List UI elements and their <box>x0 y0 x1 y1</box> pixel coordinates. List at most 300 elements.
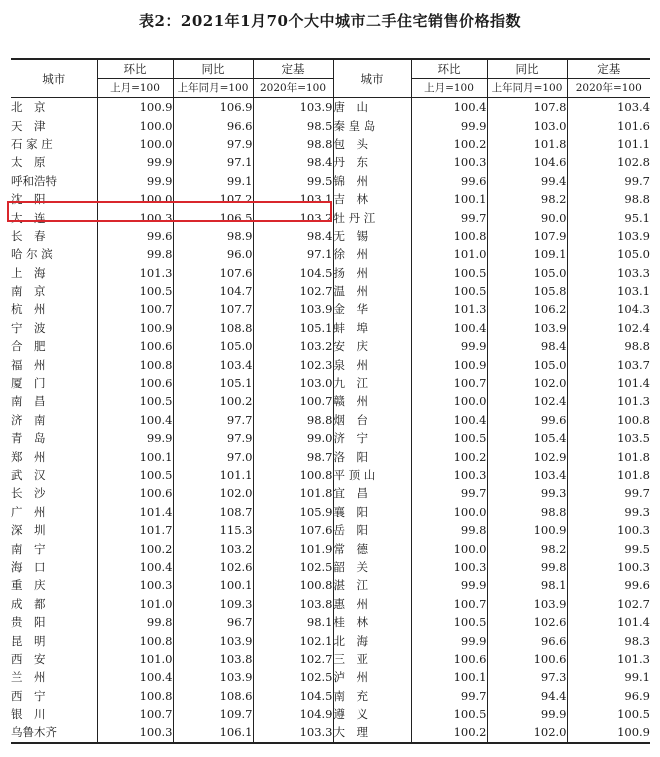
right-city-cell: 洛 阳 <box>333 447 411 465</box>
left-mom-cell: 99.6 <box>97 227 173 245</box>
right-city-cell: 韶 关 <box>333 558 411 576</box>
left-city-cell: 长 沙 <box>11 486 46 501</box>
right-base-cell: 101.3 <box>567 392 650 410</box>
right-city-cell: 吉 林 <box>333 190 411 208</box>
left-yoy-cell: 98.9 <box>173 227 253 245</box>
right-base-cell: 103.1 <box>567 282 650 300</box>
right-base-cell: 100.3 <box>567 521 650 539</box>
left-city-cell: 贵 阳 <box>11 615 46 630</box>
left-base-cell: 103.9 <box>253 98 333 117</box>
left-city-cell: 青 岛 <box>11 431 46 446</box>
right-yoy-cell: 102.0 <box>487 374 567 392</box>
left-yoy-cell: 109.3 <box>173 595 253 613</box>
table-row <box>11 631 650 649</box>
left-mom-cell: 100.8 <box>97 687 173 705</box>
table-row <box>11 300 650 318</box>
left-mom-cell: 101.3 <box>97 264 173 282</box>
left-yoy-cell: 99.1 <box>173 172 253 190</box>
left-yoy-cell: 104.7 <box>173 282 253 300</box>
left-city-cell: 兰 州 <box>11 670 46 685</box>
left-city-cell: 沈 阳 <box>11 192 46 207</box>
left-yoy-cell: 96.0 <box>173 245 253 263</box>
left-mom-cell: 99.9 <box>97 429 173 447</box>
right-mom-cell: 100.5 <box>411 705 487 723</box>
right-yoy-cell: 101.8 <box>487 135 567 153</box>
left-yoy-cell: 100.2 <box>173 392 253 410</box>
left-base-cell: 105.9 <box>253 503 333 521</box>
right-mom-cell: 101.3 <box>411 300 487 318</box>
right-yoy-cell: 99.4 <box>487 172 567 190</box>
table-row <box>11 521 650 539</box>
right-mom-cell: 100.3 <box>411 558 487 576</box>
right-base-cell: 103.7 <box>567 355 650 373</box>
left-yoy-cell: 106.5 <box>173 208 253 226</box>
right-yoy-cell: 107.8 <box>487 98 567 117</box>
left-base-cell: 98.8 <box>253 411 333 429</box>
right-base-cell: 101.8 <box>567 447 650 465</box>
left-yoy-cell: 103.2 <box>173 539 253 557</box>
left-mom-cell: 100.4 <box>97 668 173 686</box>
left-mom-cell: 100.8 <box>97 631 173 649</box>
right-base-cell: 95.1 <box>567 208 650 226</box>
right-base-cell: 103.4 <box>567 98 650 117</box>
left-base-cell: 102.1 <box>253 631 333 649</box>
left-base-cell: 98.4 <box>253 227 333 245</box>
right-city-cell: 遵 义 <box>333 705 411 723</box>
left-mom-cell: 99.8 <box>97 613 173 631</box>
col-header-yoy-right: 同比 <box>487 59 567 79</box>
right-city-cell: 三 亚 <box>333 650 411 668</box>
right-yoy-cell: 98.2 <box>487 539 567 557</box>
left-city-cell: 南 宁 <box>11 541 46 556</box>
right-yoy-cell: 99.8 <box>487 558 567 576</box>
left-city-cell: 天 津 <box>11 118 46 133</box>
city-header-right: 城市 <box>333 59 411 98</box>
unit-mom-left: 上月=100 <box>97 79 173 98</box>
right-mom-cell: 100.6 <box>411 650 487 668</box>
right-mom-cell: 100.0 <box>411 503 487 521</box>
right-yoy-cell: 94.4 <box>487 687 567 705</box>
right-yoy-cell: 107.9 <box>487 227 567 245</box>
left-base-cell: 103.8 <box>253 595 333 613</box>
col-header-mom-right: 环比 <box>411 59 487 79</box>
table-row <box>11 484 650 502</box>
left-base-cell: 105.1 <box>253 319 333 337</box>
left-yoy-cell: 103.4 <box>173 355 253 373</box>
unit-yoy-right: 上年同月=100 <box>487 79 567 98</box>
left-base-cell: 100.8 <box>253 576 333 594</box>
right-mom-cell: 100.7 <box>411 374 487 392</box>
right-base-cell: 98.8 <box>567 337 650 355</box>
right-city-cell: 桂 林 <box>333 613 411 631</box>
left-base-cell: 98.8 <box>253 135 333 153</box>
right-city-cell: 牡 丹 江 <box>333 208 411 226</box>
left-mom-cell: 100.6 <box>97 484 173 502</box>
left-mom-cell: 100.7 <box>97 300 173 318</box>
table-row <box>11 245 650 263</box>
right-mom-cell: 99.8 <box>411 521 487 539</box>
table-row <box>11 466 650 484</box>
right-city-cell: 丹 东 <box>333 153 411 171</box>
table-row <box>11 190 650 208</box>
left-city-cell: 深 圳 <box>11 523 46 538</box>
right-base-cell: 100.8 <box>567 411 650 429</box>
left-city-cell: 昆 明 <box>11 633 46 648</box>
right-mom-cell: 100.3 <box>411 466 487 484</box>
left-city-cell: 银 川 <box>11 707 46 722</box>
left-base-cell: 102.5 <box>253 668 333 686</box>
right-city-cell: 扬 州 <box>333 264 411 282</box>
left-base-cell: 99.5 <box>253 172 333 190</box>
left-yoy-cell: 97.9 <box>173 429 253 447</box>
left-yoy-cell: 105.0 <box>173 337 253 355</box>
left-yoy-cell: 97.7 <box>173 411 253 429</box>
left-city-cell: 济 南 <box>11 412 46 427</box>
left-base-cell: 103.2 <box>253 208 333 226</box>
right-base-cell: 103.9 <box>567 227 650 245</box>
right-mom-cell: 100.3 <box>411 153 487 171</box>
left-city-cell: 西 宁 <box>11 688 46 703</box>
right-yoy-cell: 96.6 <box>487 631 567 649</box>
left-yoy-cell: 105.1 <box>173 374 253 392</box>
left-base-cell: 102.3 <box>253 355 333 373</box>
right-yoy-cell: 99.6 <box>487 411 567 429</box>
left-city-cell: 杭 州 <box>11 302 46 317</box>
right-mom-cell: 100.9 <box>411 355 487 373</box>
right-yoy-cell: 98.2 <box>487 190 567 208</box>
right-mom-cell: 100.5 <box>411 429 487 447</box>
right-base-cell: 105.0 <box>567 245 650 263</box>
left-mom-cell: 99.9 <box>97 153 173 171</box>
left-city-cell: 郑 州 <box>11 449 46 464</box>
left-city-cell: 厦 门 <box>11 376 46 391</box>
left-base-cell: 100.7 <box>253 392 333 410</box>
left-yoy-cell: 115.3 <box>173 521 253 539</box>
left-yoy-cell: 109.7 <box>173 705 253 723</box>
right-city-cell: 南 充 <box>333 687 411 705</box>
right-city-cell: 温 州 <box>333 282 411 300</box>
left-yoy-cell: 106.9 <box>173 98 253 117</box>
right-yoy-cell: 99.3 <box>487 484 567 502</box>
col-header-base-left: 定基 <box>253 59 333 79</box>
right-city-cell: 常 德 <box>333 539 411 557</box>
table-row <box>11 723 650 742</box>
right-base-cell: 98.8 <box>567 190 650 208</box>
right-yoy-cell: 100.6 <box>487 650 567 668</box>
left-yoy-cell: 102.6 <box>173 558 253 576</box>
left-city-cell: 合 肥 <box>11 339 46 354</box>
left-yoy-cell: 103.9 <box>173 631 253 649</box>
left-mom-cell: 100.4 <box>97 558 173 576</box>
left-base-cell: 98.4 <box>253 153 333 171</box>
table-row <box>11 687 650 705</box>
right-mom-cell: 100.4 <box>411 319 487 337</box>
left-city-cell: 西 安 <box>11 651 46 666</box>
right-mom-cell: 99.7 <box>411 687 487 705</box>
right-yoy-cell: 106.2 <box>487 300 567 318</box>
left-mom-cell: 100.3 <box>97 208 173 226</box>
right-base-cell: 101.8 <box>567 466 650 484</box>
right-mom-cell: 99.9 <box>411 631 487 649</box>
table-row <box>11 503 650 521</box>
table-row <box>11 153 650 171</box>
right-base-cell: 101.4 <box>567 613 650 631</box>
left-yoy-cell: 108.7 <box>173 503 253 521</box>
table-row <box>11 539 650 557</box>
left-yoy-cell: 101.1 <box>173 466 253 484</box>
table-row <box>11 668 650 686</box>
left-mom-cell: 100.8 <box>97 355 173 373</box>
left-city-cell: 成 都 <box>11 596 46 611</box>
table-row <box>11 208 650 226</box>
left-base-cell: 100.8 <box>253 466 333 484</box>
right-city-cell: 岳 阳 <box>333 521 411 539</box>
left-mom-cell: 100.1 <box>97 447 173 465</box>
left-mom-cell: 100.3 <box>97 723 173 742</box>
right-city-cell: 蚌 埠 <box>333 319 411 337</box>
right-base-cell: 99.7 <box>567 484 650 502</box>
right-mom-cell: 99.6 <box>411 172 487 190</box>
right-base-cell: 102.7 <box>567 595 650 613</box>
left-base-cell: 99.0 <box>253 429 333 447</box>
right-city-cell: 平 顶 山 <box>333 466 411 484</box>
right-yoy-cell: 103.0 <box>487 116 567 134</box>
left-base-cell: 102.7 <box>253 650 333 668</box>
table-row <box>11 429 650 447</box>
left-city-cell: 广 州 <box>11 504 46 519</box>
right-yoy-cell: 98.1 <box>487 576 567 594</box>
left-yoy-cell: 100.1 <box>173 576 253 594</box>
table-row <box>11 98 650 117</box>
unit-yoy-left: 上年同月=100 <box>173 79 253 98</box>
right-yoy-cell: 105.8 <box>487 282 567 300</box>
right-yoy-cell: 98.4 <box>487 337 567 355</box>
left-mom-cell: 100.7 <box>97 705 173 723</box>
right-base-cell: 99.5 <box>567 539 650 557</box>
left-city-cell: 福 州 <box>11 357 46 372</box>
right-mom-cell: 100.2 <box>411 447 487 465</box>
right-mom-cell: 100.5 <box>411 264 487 282</box>
left-base-cell: 98.5 <box>253 116 333 134</box>
table-row <box>11 135 650 153</box>
left-city-cell: 乌鲁木齐 <box>11 723 97 742</box>
table-row <box>11 227 650 245</box>
left-yoy-cell: 96.7 <box>173 613 253 631</box>
left-mom-cell: 100.5 <box>97 282 173 300</box>
right-base-cell: 99.1 <box>567 668 650 686</box>
right-mom-cell: 100.0 <box>411 539 487 557</box>
table-row <box>11 447 650 465</box>
header-row-units <box>11 79 650 98</box>
right-city-cell: 徐 州 <box>333 245 411 263</box>
left-base-cell: 107.6 <box>253 521 333 539</box>
right-yoy-cell: 97.3 <box>487 668 567 686</box>
left-mom-cell: 100.6 <box>97 337 173 355</box>
left-base-cell: 102.5 <box>253 558 333 576</box>
left-mom-cell: 100.3 <box>97 576 173 594</box>
right-base-cell: 101.3 <box>567 650 650 668</box>
left-city-cell: 南 昌 <box>11 394 46 409</box>
right-city-cell: 包 头 <box>333 135 411 153</box>
left-mom-cell: 100.9 <box>97 319 173 337</box>
left-base-cell: 102.7 <box>253 282 333 300</box>
left-yoy-cell: 97.1 <box>173 153 253 171</box>
left-mom-cell: 99.9 <box>97 172 173 190</box>
left-base-cell: 104.9 <box>253 705 333 723</box>
left-mom-cell: 100.5 <box>97 392 173 410</box>
right-base-cell: 99.3 <box>567 503 650 521</box>
right-yoy-cell: 102.4 <box>487 392 567 410</box>
right-mom-cell: 100.5 <box>411 613 487 631</box>
left-city-cell: 大 连 <box>11 210 46 225</box>
table-row <box>11 282 650 300</box>
right-base-cell: 101.6 <box>567 116 650 134</box>
table-row <box>11 392 650 410</box>
right-yoy-cell: 105.0 <box>487 264 567 282</box>
right-city-cell: 金 华 <box>333 300 411 318</box>
left-city-cell: 南 京 <box>11 284 46 299</box>
left-yoy-cell: 106.1 <box>173 723 253 742</box>
table-row <box>11 264 650 282</box>
table-row <box>11 705 650 723</box>
right-mom-cell: 100.5 <box>411 282 487 300</box>
left-yoy-cell: 108.8 <box>173 319 253 337</box>
left-base-cell: 97.1 <box>253 245 333 263</box>
left-base-cell: 103.9 <box>253 300 333 318</box>
left-base-cell: 104.5 <box>253 687 333 705</box>
left-mom-cell: 100.0 <box>97 116 173 134</box>
left-yoy-cell: 97.9 <box>173 135 253 153</box>
left-base-cell: 103.0 <box>253 374 333 392</box>
table-row <box>11 411 650 429</box>
right-base-cell: 102.8 <box>567 153 650 171</box>
right-yoy-cell: 99.9 <box>487 705 567 723</box>
left-city-cell: 海 口 <box>11 559 46 574</box>
right-mom-cell: 100.4 <box>411 98 487 117</box>
right-city-cell: 泸 州 <box>333 668 411 686</box>
right-yoy-cell: 102.9 <box>487 447 567 465</box>
unit-base-left: 2020年=100 <box>253 79 333 98</box>
right-city-cell: 宜 昌 <box>333 484 411 502</box>
left-city-cell: 石 家 庄 <box>11 136 53 151</box>
right-mom-cell: 99.7 <box>411 208 487 226</box>
right-yoy-cell: 102.0 <box>487 723 567 742</box>
table-row <box>11 613 650 631</box>
city-header-left: 城市 <box>11 59 97 98</box>
table-row <box>11 576 650 594</box>
left-mom-cell: 100.4 <box>97 411 173 429</box>
right-base-cell: 101.4 <box>567 374 650 392</box>
left-yoy-cell: 96.6 <box>173 116 253 134</box>
table-title: 表2：2021年1月70个大中城市二手住宅销售价格指数 <box>139 12 521 30</box>
right-city-cell: 九 江 <box>333 374 411 392</box>
right-yoy-cell: 103.4 <box>487 466 567 484</box>
right-yoy-cell: 109.1 <box>487 245 567 263</box>
left-mom-cell: 101.0 <box>97 650 173 668</box>
right-city-cell: 秦 皇 岛 <box>333 116 411 134</box>
right-city-cell: 襄 阳 <box>333 503 411 521</box>
left-city-cell: 北 京 <box>11 100 46 115</box>
right-city-cell: 北 海 <box>333 631 411 649</box>
left-mom-cell: 100.6 <box>97 374 173 392</box>
left-mom-cell: 100.0 <box>97 135 173 153</box>
left-city-cell: 上 海 <box>11 265 46 280</box>
unit-base-right: 2020年=100 <box>567 79 650 98</box>
right-base-cell: 99.7 <box>567 172 650 190</box>
left-mom-cell: 100.0 <box>97 190 173 208</box>
right-mom-cell: 100.1 <box>411 668 487 686</box>
table-row <box>11 595 650 613</box>
right-base-cell: 102.4 <box>567 319 650 337</box>
left-city-cell: 太 原 <box>11 155 46 170</box>
right-mom-cell: 100.2 <box>411 135 487 153</box>
col-header-base-right: 定基 <box>567 59 650 79</box>
table-row <box>11 319 650 337</box>
left-yoy-cell: 97.0 <box>173 447 253 465</box>
left-base-cell: 98.1 <box>253 613 333 631</box>
col-header-yoy-left: 同比 <box>173 59 253 79</box>
table-row <box>11 650 650 668</box>
left-base-cell: 103.1 <box>253 190 333 208</box>
left-base-cell: 101.9 <box>253 539 333 557</box>
right-mom-cell: 99.7 <box>411 484 487 502</box>
right-yoy-cell: 104.6 <box>487 153 567 171</box>
left-base-cell: 103.3 <box>253 723 333 742</box>
table-body <box>11 98 650 743</box>
right-base-cell: 101.1 <box>567 135 650 153</box>
left-mom-cell: 99.8 <box>97 245 173 263</box>
right-yoy-cell: 100.9 <box>487 521 567 539</box>
right-city-cell: 无 锡 <box>333 227 411 245</box>
left-base-cell: 103.2 <box>253 337 333 355</box>
left-yoy-cell: 103.9 <box>173 668 253 686</box>
right-mom-cell: 101.0 <box>411 245 487 263</box>
right-yoy-cell: 103.9 <box>487 595 567 613</box>
right-mom-cell: 100.8 <box>411 227 487 245</box>
right-mom-cell: 100.0 <box>411 392 487 410</box>
left-base-cell: 101.8 <box>253 484 333 502</box>
unit-mom-right: 上月=100 <box>411 79 487 98</box>
right-yoy-cell: 102.6 <box>487 613 567 631</box>
right-city-cell: 赣 州 <box>333 392 411 410</box>
left-yoy-cell: 107.6 <box>173 264 253 282</box>
table-row <box>11 116 650 134</box>
left-mom-cell: 101.0 <box>97 595 173 613</box>
right-city-cell: 安 庆 <box>333 337 411 355</box>
right-base-cell: 99.6 <box>567 576 650 594</box>
header-row-labels <box>11 59 650 79</box>
left-mom-cell: 101.4 <box>97 503 173 521</box>
right-base-cell: 103.5 <box>567 429 650 447</box>
left-city-cell: 宁 波 <box>11 320 46 335</box>
right-base-cell: 100.3 <box>567 558 650 576</box>
table-row <box>11 374 650 392</box>
left-base-cell: 98.7 <box>253 447 333 465</box>
left-yoy-cell: 108.6 <box>173 687 253 705</box>
left-city-cell: 重 庆 <box>11 578 46 593</box>
right-city-cell: 惠 州 <box>333 595 411 613</box>
left-yoy-cell: 103.8 <box>173 650 253 668</box>
left-mom-cell: 101.7 <box>97 521 173 539</box>
right-mom-cell: 100.2 <box>411 723 487 742</box>
right-base-cell: 100.9 <box>567 723 650 742</box>
right-city-cell: 烟 台 <box>333 411 411 429</box>
right-city-cell: 湛 江 <box>333 576 411 594</box>
right-mom-cell: 99.9 <box>411 116 487 134</box>
table-row <box>11 172 650 190</box>
right-city-cell: 唐 山 <box>333 98 411 117</box>
left-mom-cell: 100.2 <box>97 539 173 557</box>
